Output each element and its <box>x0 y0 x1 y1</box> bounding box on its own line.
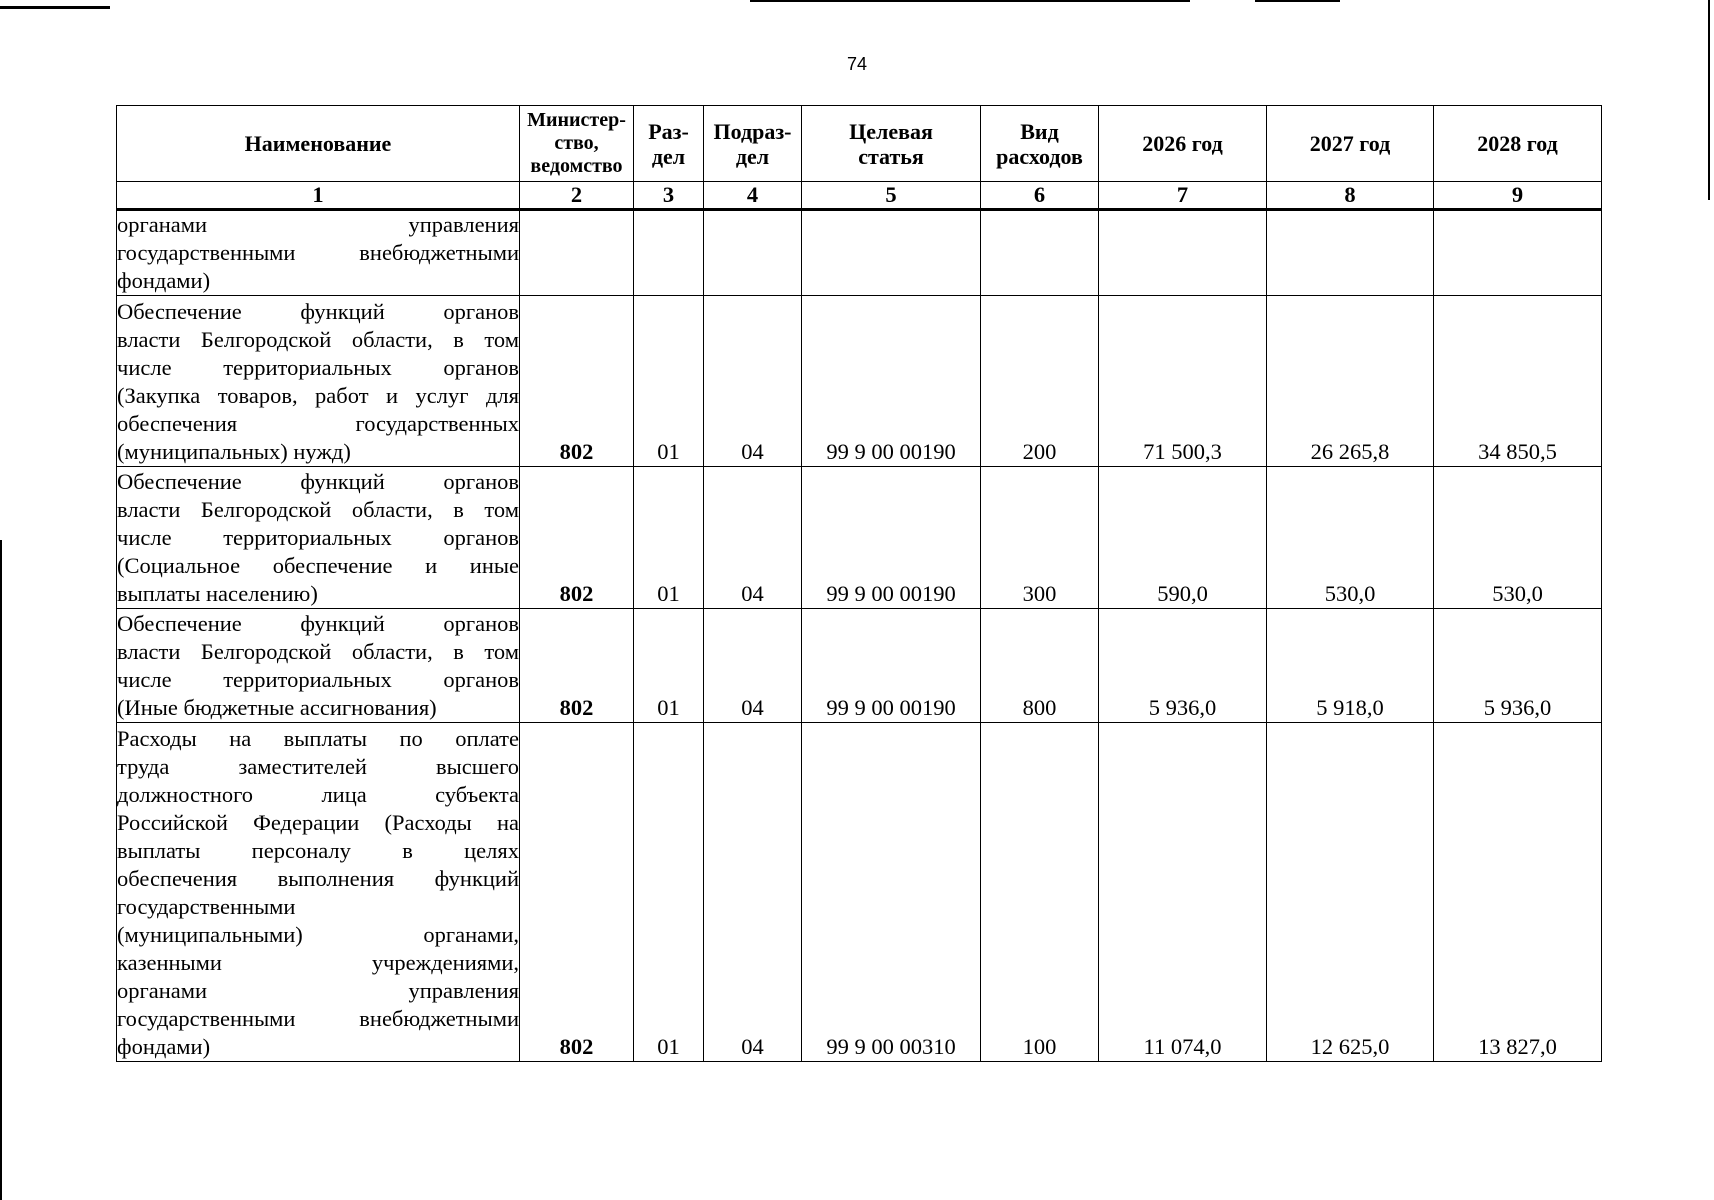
amount-2027: 5 918,0 <box>1267 609 1434 723</box>
header-row <box>117 106 1602 182</box>
budget-table <box>116 105 1602 1062</box>
header-section: Раз- дел <box>634 106 704 182</box>
amount-2028 <box>1434 210 1602 296</box>
table-row <box>117 467 1602 609</box>
column-number: 6 <box>981 182 1099 210</box>
section-code: 01 <box>634 296 704 467</box>
name-line: государственными внебюджетными <box>117 240 519 265</box>
name-line: (Социальное обеспечение и иные <box>117 553 519 578</box>
name-line: фондами) <box>117 1034 211 1059</box>
target-article: 99 9 00 00190 <box>802 296 981 467</box>
expense-type <box>981 210 1099 296</box>
page-number: 74 <box>846 54 868 74</box>
amount-2028: 34 850,5 <box>1434 296 1602 467</box>
name-line: государственными <box>117 894 296 919</box>
target-article: 99 9 00 00190 <box>802 609 981 723</box>
row-name <box>117 723 520 1062</box>
name-line: органами управления <box>117 978 519 1003</box>
scan-edge-mark-top-right <box>1255 0 1340 2</box>
name-line: Обеспечение функций органов <box>117 469 519 494</box>
name-line: выплаты населению) <box>117 581 318 606</box>
name-line: власти Белгородской области, в том <box>117 639 519 664</box>
column-number: 7 <box>1099 182 1267 210</box>
amount-2026: 5 936,0 <box>1099 609 1267 723</box>
subsection-code: 04 <box>704 609 802 723</box>
name-line: выплаты персоналу в целях <box>117 838 519 863</box>
scan-edge-mark-right <box>1708 0 1710 200</box>
expense-type: 800 <box>981 609 1099 723</box>
ministry-code <box>520 210 634 296</box>
name-line: (Закупка товаров, работ и услуг для <box>117 383 519 408</box>
name-line: труда заместителей высшего <box>117 754 519 779</box>
header-ministry: Министер- ство, ведомство <box>520 106 634 182</box>
name-line: числе территориальных органов <box>117 667 519 692</box>
name-line: должностного лица субъекта <box>117 782 519 807</box>
name-line: казенными учреждениями, <box>117 950 519 975</box>
column-number: 5 <box>802 182 981 210</box>
table-row <box>117 723 1602 1062</box>
name-line: (Иные бюджетные ассигнования) <box>117 695 437 720</box>
column-number: 9 <box>1434 182 1602 210</box>
name-line: фондами) <box>117 268 211 293</box>
column-number: 8 <box>1267 182 1434 210</box>
column-number: 4 <box>704 182 802 210</box>
ministry-code: 802 <box>520 723 634 1062</box>
row-name <box>117 210 520 296</box>
column-number: 2 <box>520 182 634 210</box>
section-code: 01 <box>634 609 704 723</box>
column-number: 1 <box>117 182 520 210</box>
ministry-code: 802 <box>520 296 634 467</box>
scan-edge-mark-left <box>0 540 2 1200</box>
table-row <box>117 296 1602 467</box>
name-line: Обеспечение функций органов <box>117 299 519 324</box>
name-line: Обеспечение функций органов <box>117 611 519 636</box>
column-number: 3 <box>634 182 704 210</box>
amount-2026: 71 500,3 <box>1099 296 1267 467</box>
expense-type: 300 <box>981 467 1099 609</box>
name-line: числе территориальных органов <box>117 355 519 380</box>
ministry-code: 802 <box>520 609 634 723</box>
amount-2026: 590,0 <box>1099 467 1267 609</box>
header-year-2027: 2027 год <box>1267 106 1434 182</box>
amount-2027: 26 265,8 <box>1267 296 1434 467</box>
amount-2028: 5 936,0 <box>1434 609 1602 723</box>
row-name <box>117 296 520 467</box>
amount-2028: 530,0 <box>1434 467 1602 609</box>
subsection-code: 04 <box>704 296 802 467</box>
subsection-code: 04 <box>704 467 802 609</box>
amount-2027: 12 625,0 <box>1267 723 1434 1062</box>
ministry-code: 802 <box>520 467 634 609</box>
name-line: Расходы на выплаты по оплате <box>117 726 519 751</box>
scan-edge-mark-top-left <box>0 6 110 9</box>
section-code <box>634 210 704 296</box>
name-line: (муниципальных) нужд) <box>117 439 351 464</box>
subsection-code: 04 <box>704 723 802 1062</box>
name-line: власти Белгородской области, в том <box>117 497 519 522</box>
target-article: 99 9 00 00310 <box>802 723 981 1062</box>
amount-2026 <box>1099 210 1267 296</box>
name-line: обеспечения выполнения функций <box>117 866 519 891</box>
table-row <box>117 609 1602 723</box>
expense-type: 200 <box>981 296 1099 467</box>
name-line: числе территориальных органов <box>117 525 519 550</box>
name-line: Российской Федерации (Расходы на <box>117 810 519 835</box>
section-code: 01 <box>634 467 704 609</box>
amount-2027: 530,0 <box>1267 467 1434 609</box>
amount-2028: 13 827,0 <box>1434 723 1602 1062</box>
column-number-row <box>117 182 1602 210</box>
name-line: обеспечения государственных <box>117 411 519 436</box>
amount-2026: 11 074,0 <box>1099 723 1267 1062</box>
target-article: 99 9 00 00190 <box>802 467 981 609</box>
section-code: 01 <box>634 723 704 1062</box>
header-year-2028: 2028 год <box>1434 106 1602 182</box>
name-line: (муниципальными) органами, <box>117 922 519 947</box>
header-year-2026: 2026 год <box>1099 106 1267 182</box>
amount-2027 <box>1267 210 1434 296</box>
scan-edge-mark-top-center <box>750 0 1190 2</box>
header-target-article: Целевая статья <box>802 106 981 182</box>
header-expense-type: Вид расходов <box>981 106 1099 182</box>
expense-type: 100 <box>981 723 1099 1062</box>
table-row <box>117 210 1602 296</box>
header-subsection: Подраз- дел <box>704 106 802 182</box>
name-line: органами управления <box>117 212 519 237</box>
subsection-code <box>704 210 802 296</box>
name-line: власти Белгородской области, в том <box>117 327 519 352</box>
name-line: государственными внебюджетными <box>117 1006 519 1031</box>
row-name <box>117 609 520 723</box>
row-name <box>117 467 520 609</box>
target-article <box>802 210 981 296</box>
header-name: Наименование <box>117 106 520 182</box>
